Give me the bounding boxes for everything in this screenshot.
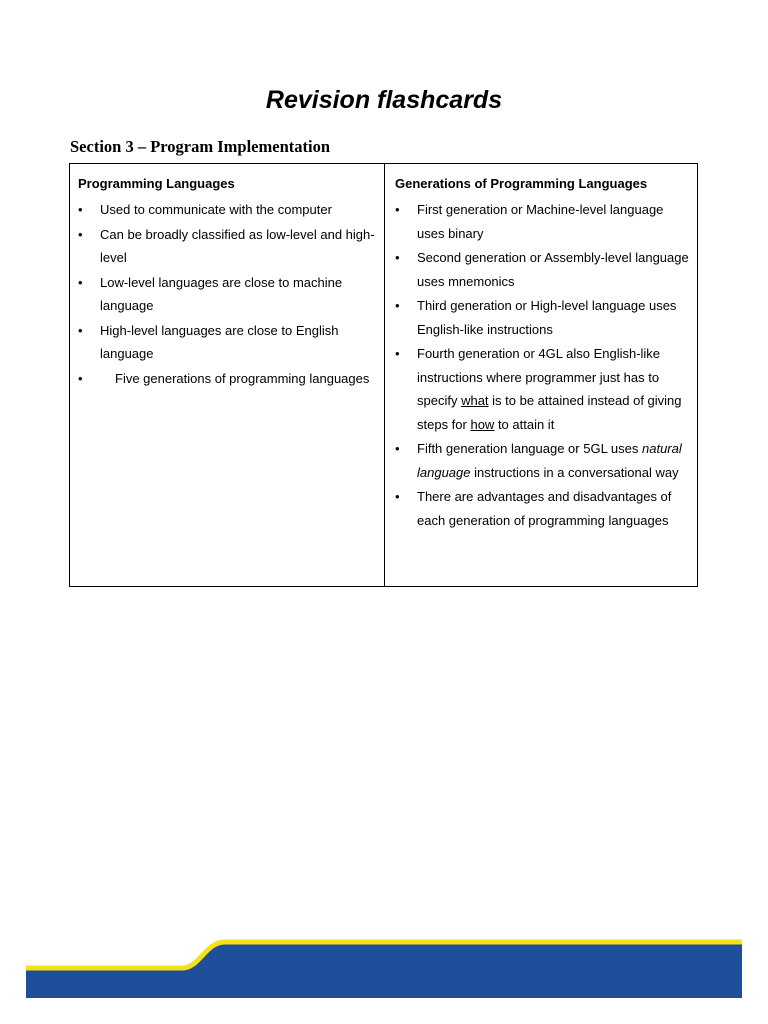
card-heading: Generations of Programming Languages	[395, 176, 648, 191]
footer-wave-banner	[0, 930, 768, 1024]
bullet-icon: •	[395, 441, 400, 456]
list-item: • Can be broadly classified as low-level and high-level	[78, 223, 376, 270]
list-item: • First generation or Machine-level language uses binary	[395, 198, 689, 245]
flashcard-generations	[384, 164, 697, 586]
card-heading: Programming Languages	[78, 176, 235, 191]
flashcard-programming-languages	[70, 164, 384, 586]
page-title: Revision flashcards	[265, 86, 503, 114]
bullet-icon: •	[78, 274, 83, 290]
list-item: • Second generation or Assembly-level language uses mnemonics	[395, 246, 689, 293]
flashcard-table	[69, 163, 698, 587]
bullet-icon: •	[78, 226, 83, 242]
footer-blue-band	[26, 944, 742, 998]
list-item: • Five generations of programming languages	[78, 367, 376, 391]
bullet-icon: •	[395, 202, 400, 217]
list-item: • High-level languages are close to English language	[78, 319, 376, 366]
bullet-icon: •	[78, 202, 83, 217]
list-item: • There are advantages and disadvantages of each generation of programming languages	[395, 485, 689, 532]
list-item: • Third generation or High-level language uses English-like instructions	[395, 294, 689, 341]
bullet-icon: •	[395, 489, 400, 504]
list-item: • Low-level languages are close to machine language	[78, 271, 376, 318]
bullet-list	[78, 198, 376, 390]
bullet-list	[395, 198, 689, 532]
list-item: • Fourth generation or 4GL also English-like instructions where programmer just has to specify what is to be attained instead of giving steps for how to attain it	[395, 342, 689, 436]
bullet-icon: •	[78, 322, 83, 338]
bullet-icon: •	[395, 298, 400, 313]
bullet-icon: •	[78, 370, 83, 386]
list-item: • Fifth generation language or 5GL uses natural language instructions in a conversational way	[395, 437, 689, 484]
bullet-icon: •	[395, 250, 400, 265]
section-heading: Section 3 – Program Implementation	[70, 137, 330, 156]
list-item: • Used to communicate with the computer	[78, 198, 376, 222]
bullet-icon: •	[395, 346, 400, 361]
